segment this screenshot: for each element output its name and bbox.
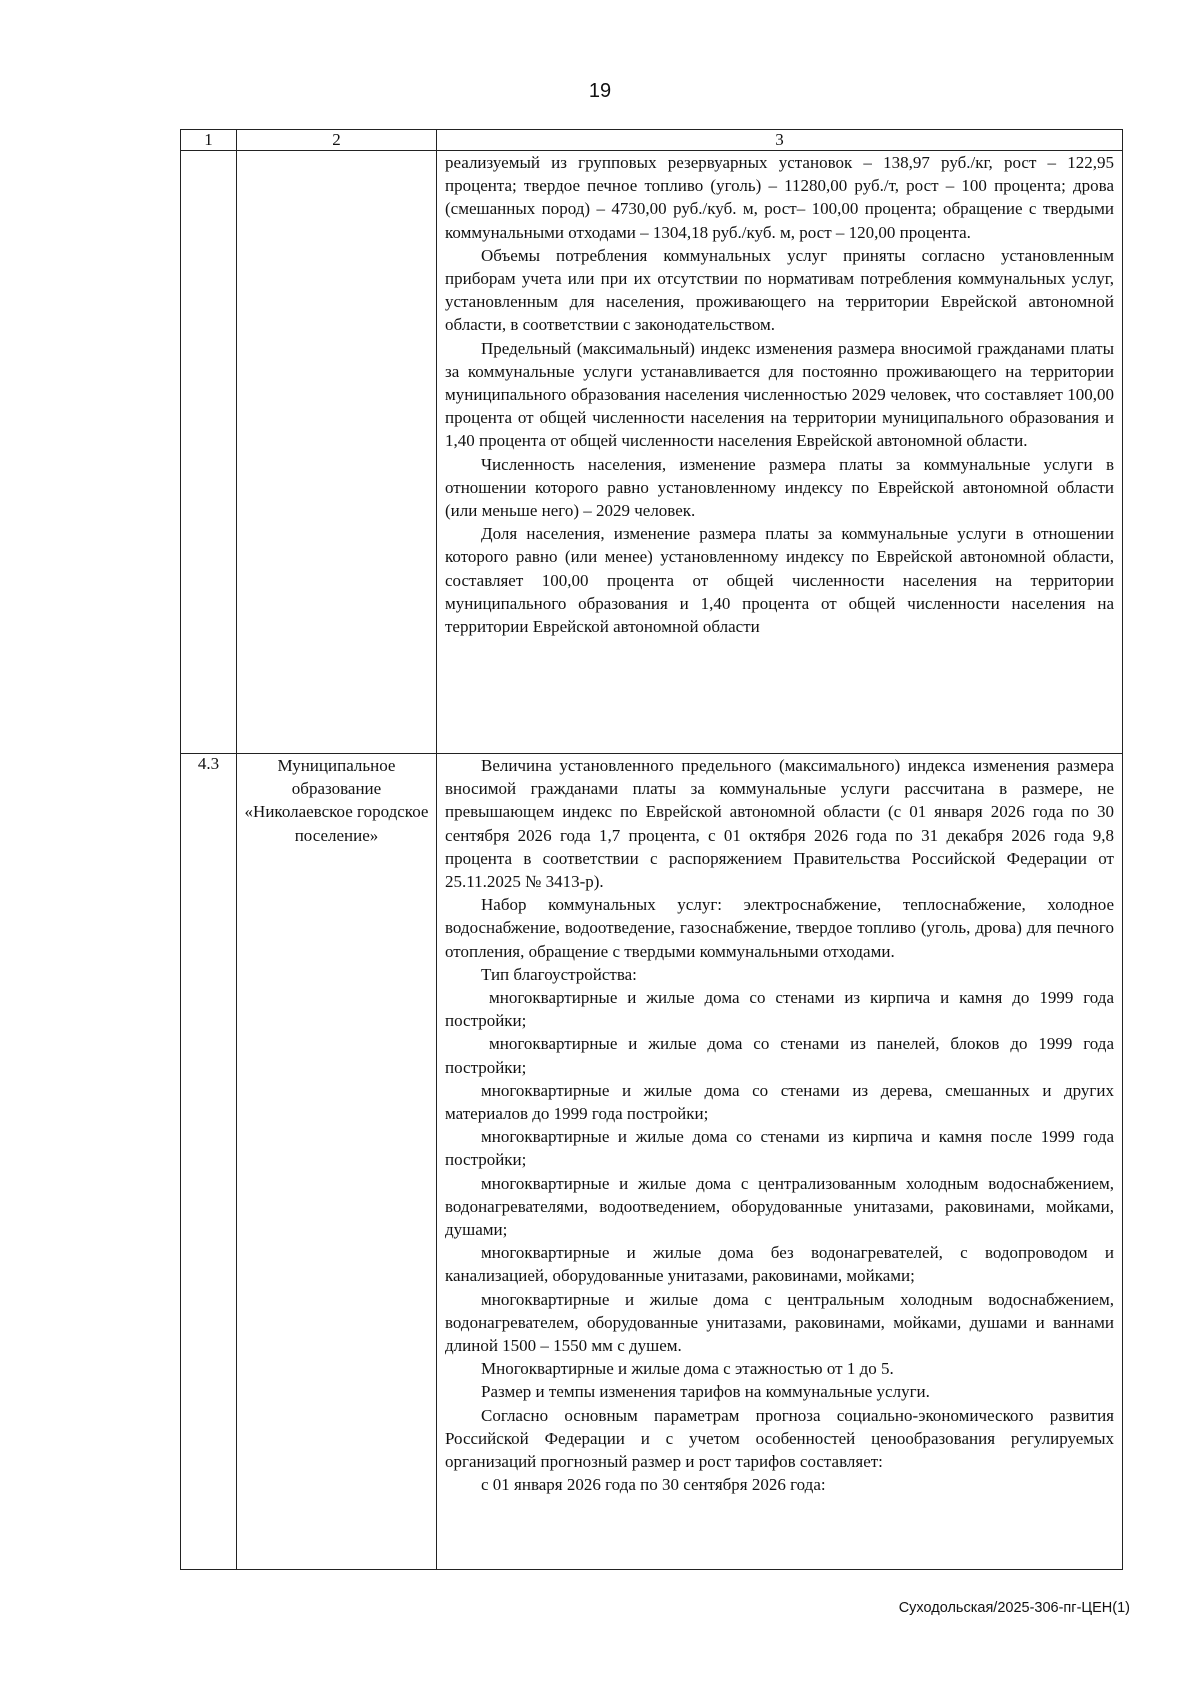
tariff-table [180,129,1123,1570]
paragraph: Размер и темпы изменения тарифов на коммунальные услуги. [481,1382,930,1402]
document-footer-code: Суходольская/2025-306-пг-ЦЕН(1) [898,1600,1130,1616]
column-header-1: 1 [181,130,237,151]
list-item: многоквартирные и жилые дома с централизованным холодным водоснабжением, водонагревателями, водоотведением, оборудованные унитазами, раковинами, мойками, душами; [445,1173,1114,1240]
list-item: многоквартирные и жилые дома со стенами из кирпича и камня после 1999 года постройки; [445,1127,1114,1170]
municipality-cell: Муниципальное образование «Николаевское городское поселение» [237,754,437,1570]
list-item: многоквартирные и жилые дома со стенами из дерева, смешанных и других материалов до 1999 года постройки; [445,1080,1114,1124]
paragraph: Объемы потребления коммунальных услуг приняты согласно установленным приборам учета или при их отсутствии по нормативам потребления коммунальных услуг, установленным для населения, проживающего на территории Еврейской автономной области, в соответствии с законодательством. [445,245,1114,335]
paragraph: Многоквартирные и жилые дома с этажностью от 1 до 5. [481,1359,894,1379]
paragraph: Доля населения, изменение размера платы за коммунальные услуги в отношении которого равно (или менее) установленному индексу по Еврейской автономной области, составляет 100,00 процента от общей численности населения на территории муниципального образования и 1,40 процента от общей численности населения на территории Еврейской автономной области [445,524,1114,637]
paragraph: Предельный (максимальный) индекс изменения размера вносимой гражданами платы за коммунальные услуги устанавливается для постоянно проживающего на территории муниципального образования населения численностью 2029 человек, что составляет 100,00 процента от общей численности населения на территории муниципального образования и 1,40 процента от общей численности населения Еврейской автономной области. [445,338,1114,451]
column-header-3: 3 [437,130,1123,151]
paragraph: Величина установленного предельного (максимального) индекса изменения размера вносимой гражданами платы за коммунальные услуги рассчитана в размере, не превышающем индекс по Еврейской автономной области (с 01 января 2026 года по 30 сентября 2026 года 1,7 процента, с 01 октября 2026 года по 31 декабря 2026 года 9,8 процента в соответствии с распоряжением Правительства Российской Федерации от 25.11.2025 № 3413-р). [445,756,1114,892]
paragraph: с 01 января 2026 года по 30 сентября 2026 года: [481,1475,826,1495]
table-row-4-3 [181,754,1123,1570]
paragraph: Тип благоустройства: [481,964,637,984]
row-number-cell: 4.3 [181,754,237,1570]
paragraph: Согласно основным параметрам прогноза социально-экономического развития Российской Федерации и с учетом особенностей ценообразования регулируемых организаций прогнозный размер и рост тарифов составляет: [445,1405,1114,1472]
paragraph: Набор коммунальных услуг: электроснабжение, теплоснабжение, холодное водоснабжение, водоотведение, газоснабжение, твердое топливо (уголь, дрова) для печного отопления, обращение с твердыми коммунальными отходами. [445,895,1114,961]
list-item: многоквартирные и жилые дома со стенами из панелей, блоков до 1999 года постройки; [445,1034,1114,1077]
page-number: 19 [588,80,612,102]
list-item: многоквартирные и жилые дома без водонагревателей, с водопроводом и канализацией, оборудованные унитазами, раковинами, мойками; [445,1243,1114,1286]
row-number-cell [181,151,237,754]
municipality-cell [237,151,437,754]
description-cell [437,754,1123,1570]
table-row-continuation [181,151,1123,754]
table-header-row [181,130,1123,151]
paragraph: Численность населения, изменение размера платы за коммунальные услуги в отношении которого равно установленному индексу по Еврейской автономной области (или меньше него) – 2029 человек. [445,454,1114,521]
description-cell [437,151,1123,754]
list-item: многоквартирные и жилые дома с центральным холодным водоснабжением, водонагревателем, оборудованные унитазами, раковинами, мойками, душами и ваннами длиной 1500 – 1550 мм с душем. [445,1289,1114,1356]
list-item: многоквартирные и жилые дома со стенами из кирпича и камня до 1999 года постройки; [445,988,1114,1031]
column-header-2: 2 [237,130,437,151]
paragraph: реализуемый из групповых резервуарных установок – 138,97 руб./кг, рост – 122,95 процента; твердое печное топливо (уголь) – 11280,00 руб./т, рост – 100 процента; дрова (смешанных пород) – 4730,00 руб./куб. м, рост– 100,00 процента; обращение с твердыми коммунальными отходами – 1304,18 руб./куб. м, рост – 120,00 процента. [445,153,1114,242]
